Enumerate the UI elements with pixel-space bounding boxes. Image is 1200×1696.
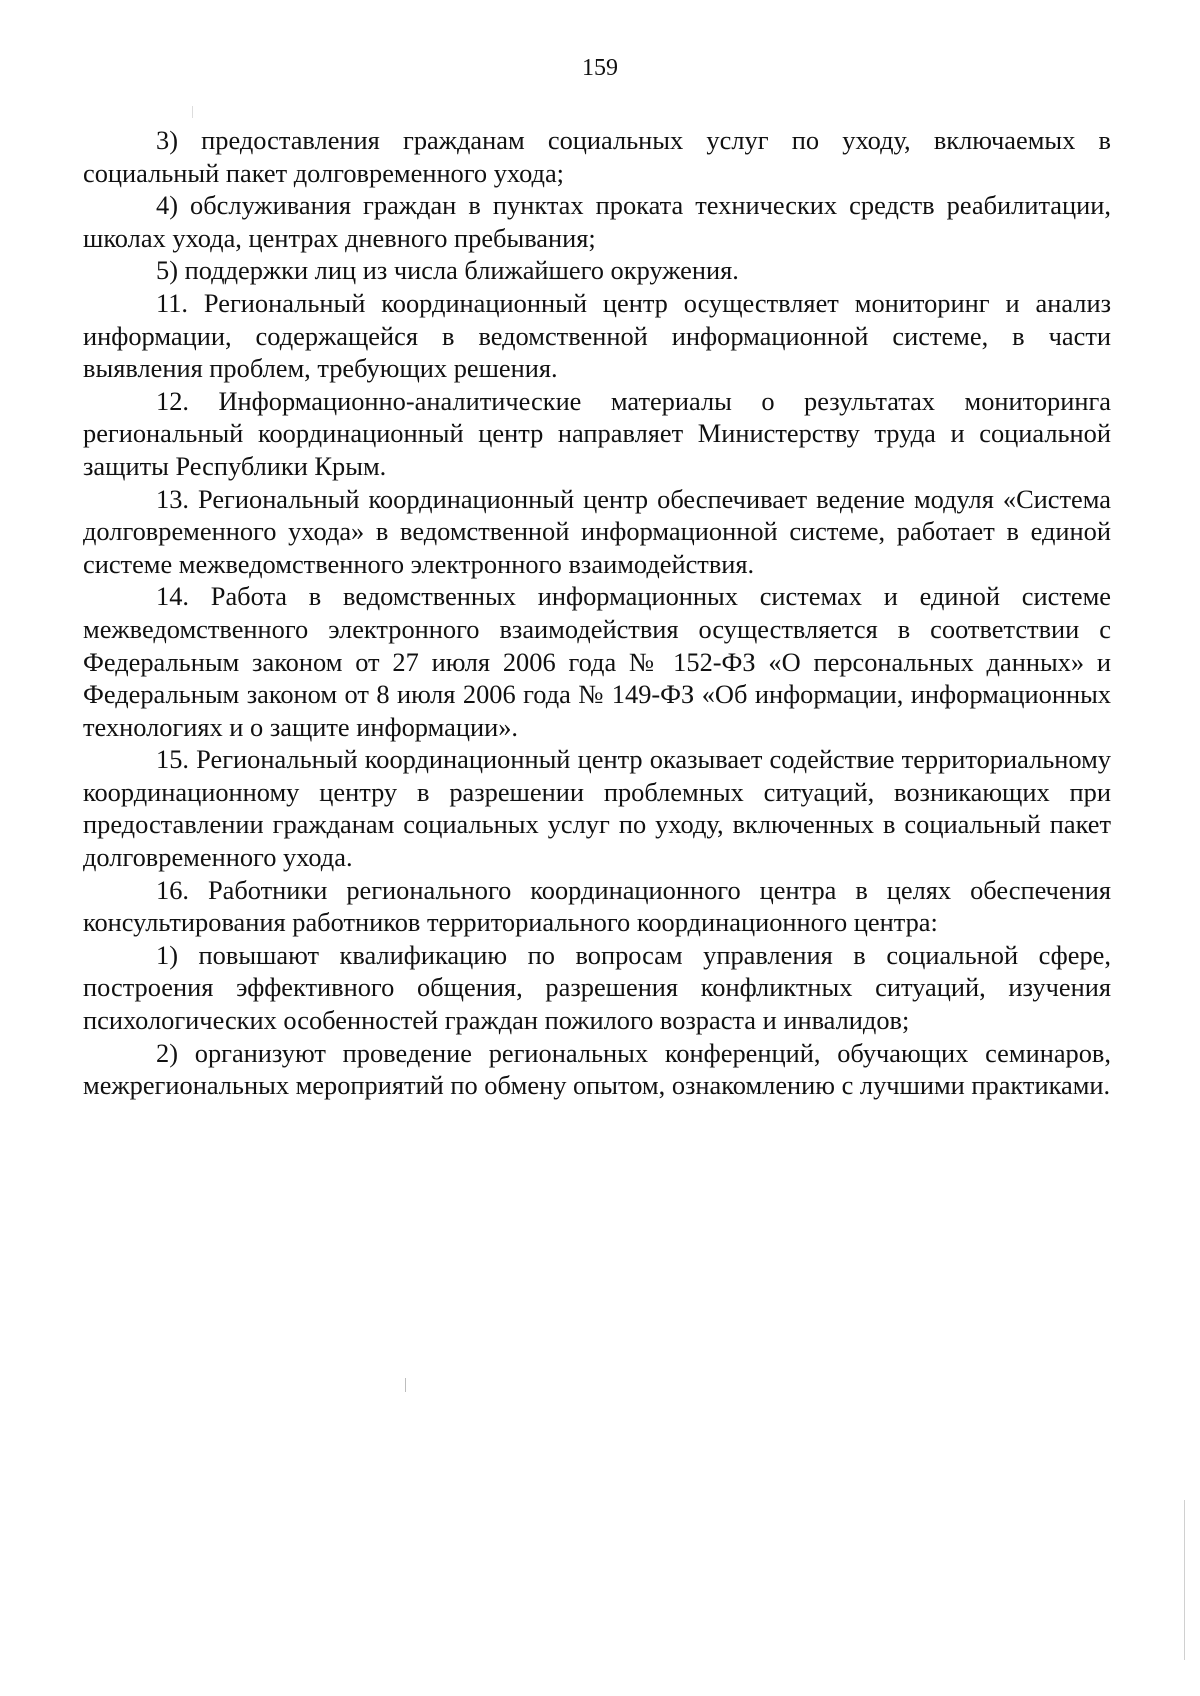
- paragraph-clause-13: 13. Региональный координационный центр обеспечивает ведение модуля «Система долговременного ухода» в ведомственной информационной системе, работает в единой системе межведомственного электронного взаимодействия.: [83, 483, 1111, 579]
- paragraph-clause-14: 14. Работа в ведомственных информационных системах и единой системе межведомственного электронного взаимодействия осуществляется в соответствии с Федеральным законом от 27 июля 2006 года № 152-ФЗ «О персональных данных» и Федеральным законом от 8 июля 2006 года № 149-ФЗ «Об информации, информационных технологиях и о защите информации».: [83, 581, 1111, 742]
- paragraph-clause-12: 12. Информационно-аналитические материалы о результатах мониторинга региональный координационный центр направляет Министерству труда и социальной защиты Республики Крым.: [83, 385, 1111, 481]
- paragraph-clause-16: 16. Работники регионального координационного центра в целях обеспечения консультирования работников территориального координационного центра:: [83, 874, 1111, 938]
- scan-artifact-mark: [1184, 1500, 1185, 1660]
- scan-artifact-mark: [405, 1378, 406, 1392]
- page-number: 159: [582, 55, 618, 81]
- scan-artifact-mark: [192, 106, 193, 118]
- document-body: [83, 124, 1111, 1102]
- paragraph-clause-11: 11. Региональный координационный центр осуществляет мониторинг и анализ информации, содержащейся в ведомственной информационной системе, в части выявления проблем, требующих решения.: [83, 287, 1111, 384]
- paragraph-subitem-2: 2) организуют проведение региональных конференций, обучающих семинаров, межрегиональных мероприятий по обмену опытом, ознакомлению с лучшими практиками.: [83, 1037, 1111, 1101]
- paragraph-item-3: 3) предоставления гражданам социальных услуг по уходу, включаемых в социальный пакет долговременного ухода;: [83, 125, 1111, 188]
- paragraph-item-4: 4) обслуживания граждан в пунктах проката технических средств реабилитации, школах ухода, центрах дневного пребывания;: [83, 190, 1111, 253]
- paragraph-item-5: 5) поддержки лиц из числа ближайшего окружения.: [156, 255, 739, 286]
- paragraph-subitem-1: 1) повышают квалификацию по вопросам управления в социальной сфере, построения эффективного общения, разрешения конфликтных ситуаций, изучения психологических особенностей граждан пожилого возраста и инвалидов;: [83, 939, 1111, 1036]
- paragraph-clause-15: 15. Региональный координационный центр оказывает содействие территориальному координационному центру в разрешении проблемных ситуаций, возникающих при предоставлении гражданам социальных услуг по уходу, включенных в социальный пакет долговременного ухода.: [83, 744, 1111, 873]
